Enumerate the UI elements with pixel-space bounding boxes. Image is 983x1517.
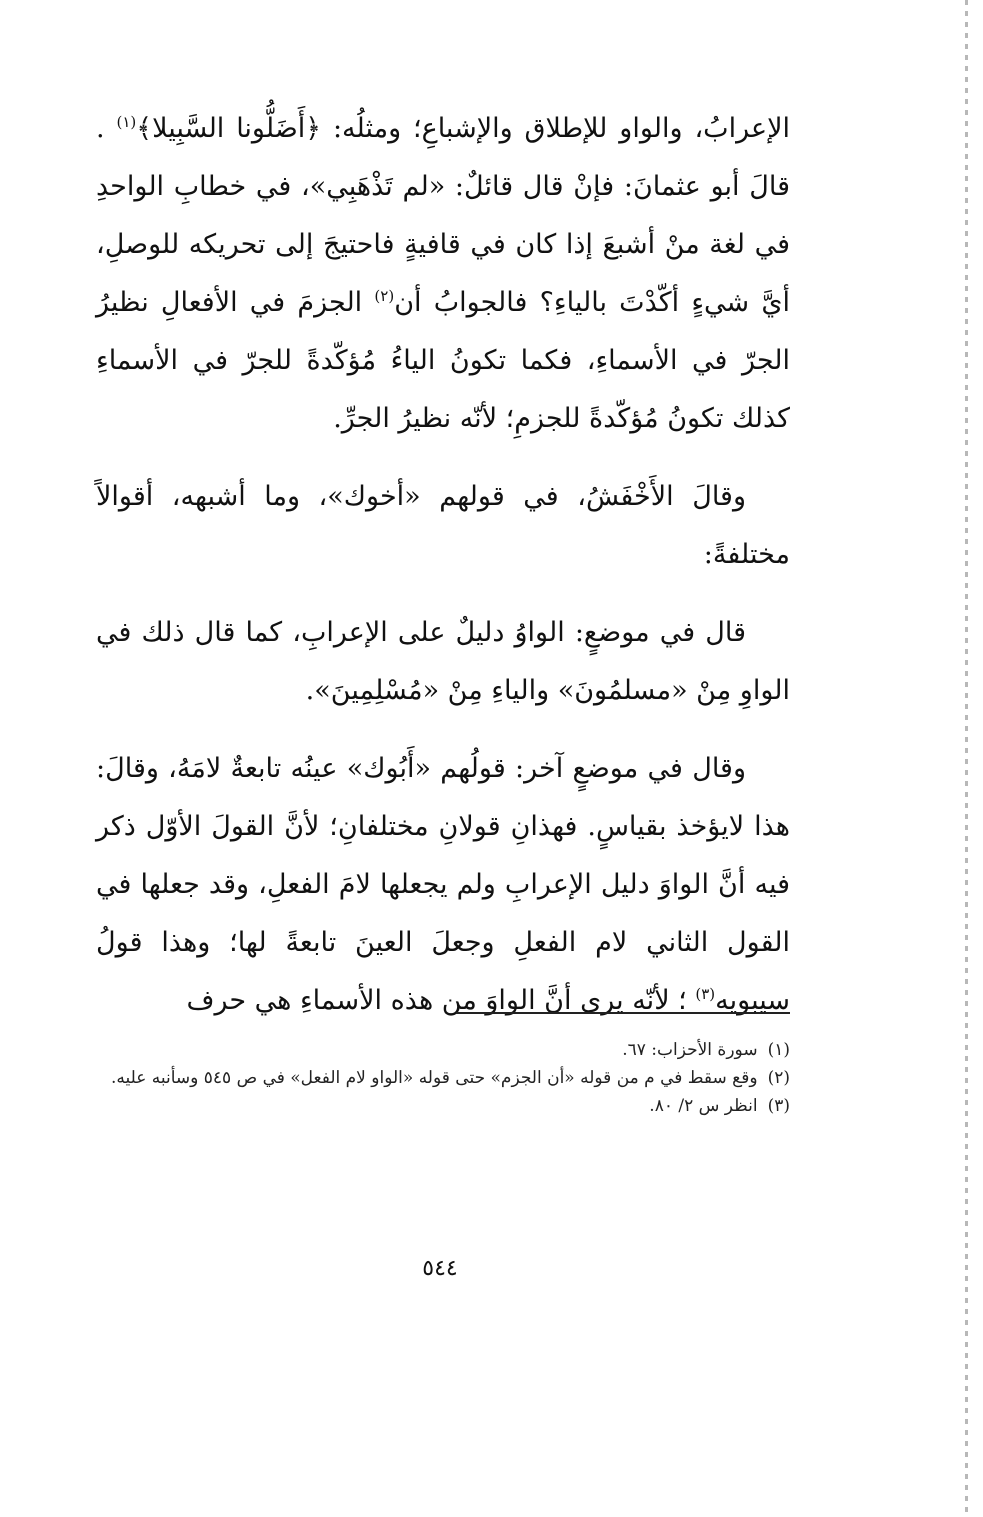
scan-edge-marks <box>965 0 968 1517</box>
footnote-text: سورة الأحزاب: ٦٧. <box>622 1040 758 1060</box>
paragraph-4-text-a: وقال في موضعٍ آخر: قولُهم «أَبُوك» عينُه تابعةٌ لامَهُ، وقالَ: هذا لايؤخذ بقياسٍ. فهذانِ قولانِ مختلفانِ؛ لأنَّ القولَ الأوّل ذكر فيه أنَّ الواوَ دليل الإعرابِ ولم يجعلها لامَ الفعلِ، وقد جعلها في القول الثاني لام الفعلِ وجعلَ العينَ تابعةً لها؛ وهذا قولُ سيبويه <box>96 753 790 1016</box>
footnote-ref-3[interactable]: (٣) <box>695 985 716 1003</box>
footnote-number: (٢) <box>767 1068 790 1088</box>
paragraph-2: وقالَ الأَخْفَشُ، في قولهم «أخوك»، وما أشبهه، أقوالاً مختلفةً: <box>96 481 790 570</box>
paragraph-1-period: . <box>96 113 105 144</box>
page-number: ٥٤٤ <box>422 1256 458 1281</box>
page-body <box>96 100 790 1030</box>
footnote-number: (٣) <box>767 1096 790 1116</box>
paragraph-3: قال في موضعٍ: الواوُ دليلٌ على الإعرابِ، كما قال ذلك في الواوِ مِنْ «مسلمُونَ» والياءِ مِنْ «مُسْلِمِينَ». <box>96 617 790 706</box>
footnotes-section <box>96 1038 790 1122</box>
paragraph-4-text-b: ؛ لأنّه يرى أنَّ الواوَ من هذه الأسماءِ هي حرف <box>186 985 687 1016</box>
footnote-ref-2[interactable]: (٢) <box>374 287 395 305</box>
footnote-text: انظر س ٢/ ٨٠. <box>649 1096 758 1116</box>
footnote-ref-1[interactable]: (١) <box>116 113 137 131</box>
footnote-divider <box>456 1012 790 1014</box>
paragraph-1-text-b: الجزمَ في الأفعالِ نظيرُ الجرّ في الأسماءِ، فكما تكونُ الياءُ مُؤكّدةً للجرّ في الأسماءِ كذلك تكونُ مُؤكّدةً للجزمِ؛ لأنّه نظيرُ الجرِّ. <box>96 287 790 434</box>
footnote-3 <box>96 1094 790 1118</box>
footnote-text: وقع سقط في م من قوله «أن الجزم» حتى قوله «الواو لام الفعل» في ص ٥٤٥ وسأنبه عليه. <box>110 1068 758 1088</box>
paragraph-1-line-top: الإعرابُ، والواو للإطلاق والإشباعِ؛ ومثلُه: ﴿أَضَلُّونا السَّبِيلا﴾ <box>136 113 790 144</box>
paragraph-1 <box>96 100 790 448</box>
footnote-1 <box>96 1038 790 1062</box>
paragraph-1-text-a: قالَ أبو عثمانَ: فإنْ قال قائلٌ: «لم تَذْهَبِي»، في خطابِ الواحدِ في لغة منْ أشبعَ إذا كان في قافيةٍ فاحتيجَ إلى تحريكه للوصلِ، أيَّ شيءٍ أكّدْتَ بالياءِ؟ فالجوابُ أن <box>96 171 790 318</box>
footnote-2 <box>96 1066 790 1090</box>
paragraph-4 <box>96 740 790 1030</box>
footnote-number: (١) <box>767 1040 790 1060</box>
